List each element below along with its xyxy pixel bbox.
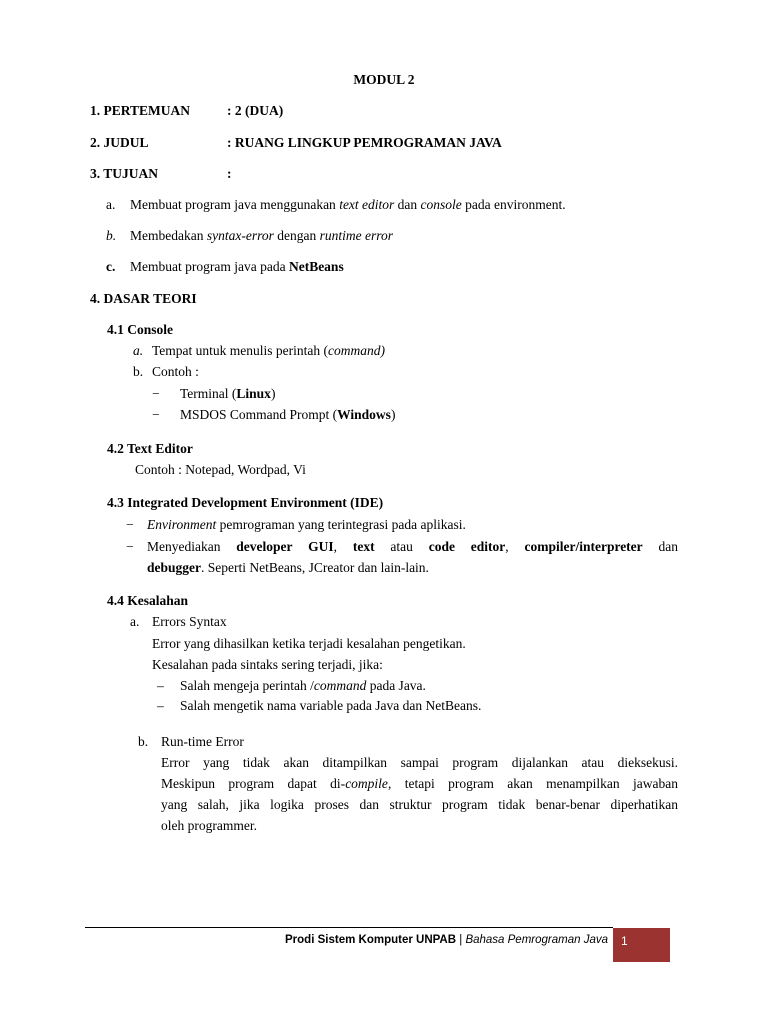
tujuan-value: : [227, 166, 232, 181]
kesalahan-b-line2: Meskipun program dapat di-compile, tetapi program akan menampilkan jawaban [161, 776, 678, 791]
kesalahan-a-item1: Salah mengeja perintah /command pada Java. [180, 678, 426, 693]
pertemuan-label: 1. PERTEMUAN [90, 103, 191, 118]
footer-course: Bahasa Pemrograman Java [465, 934, 608, 946]
tujuan-a-marker: a. [106, 197, 116, 212]
footer-text [285, 934, 608, 946]
footer-rule [85, 927, 613, 928]
kesalahan-b-line4: oleh programmer. [161, 818, 257, 833]
kesalahan-a-line1: Error yang dihasilkan ketika terjadi kesalahan pengetikan. [152, 636, 466, 651]
ide-dash-2: − [126, 539, 134, 554]
judul-value: : RUANG LINGKUP PEMROGRAMAN JAVA [227, 135, 502, 150]
kesalahan-a-title: Errors Syntax [152, 614, 227, 629]
kesalahan-b-line1: Error yang tidak akan ditampilkan sampai program dijalankan atau dieksekusi. [161, 755, 678, 770]
page-number: 1 [621, 934, 628, 948]
tujuan-c-text: Membuat program java pada NetBeans [130, 259, 344, 274]
page-number-box [613, 928, 670, 962]
ide-heading: 4.3 Integrated Development Environment (IDE) [107, 495, 384, 510]
console-item-linux: Terminal (Linux) [180, 386, 276, 401]
kesalahan-a-line2: Kesalahan pada sintaks sering terjadi, jika: [152, 657, 383, 672]
dasar-teori-heading: 4. DASAR TEORI [90, 291, 197, 306]
kesalahan-b-marker: b. [138, 734, 149, 749]
console-b-marker: b. [133, 364, 144, 379]
page-title: MODUL 2 [353, 72, 415, 87]
console-b-text: Contoh : [152, 364, 199, 379]
text-editor-heading: 4.2 Text Editor [107, 441, 193, 456]
ide-item-environment: Environment pemrograman yang terintegrasi pada aplikasi. [147, 517, 466, 532]
pertemuan-value: : 2 (DUA) [227, 103, 284, 118]
footer-separator: | [456, 934, 466, 946]
kesalahan-a-marker: a. [130, 614, 140, 629]
judul-label: 2. JUDUL [90, 135, 149, 150]
console-item-windows: MSDOS Command Prompt (Windows) [180, 407, 396, 422]
kesalahan-b-title: Run-time Error [161, 734, 244, 749]
kesalahan-b-line3: yang salah, jika logika proses dan struktur program tidak benar-benar diperhatikan [161, 797, 678, 812]
tujuan-b-text: Membedakan syntax-error dengan runtime error [130, 228, 393, 243]
footer-org: Prodi Sistem Komputer UNPAB [285, 934, 457, 946]
text-editor-text: Contoh : Notepad, Wordpad, Vi [135, 462, 306, 477]
kesalahan-a-item2: Salah mengetik nama variable pada Java dan NetBeans. [180, 698, 482, 713]
kesalahan-dash-2: – [157, 698, 164, 713]
tujuan-a-text: Membuat program java menggunakan text editor dan console pada environment. [130, 197, 566, 212]
tujuan-label: 3. TUJUAN [90, 166, 159, 181]
console-dash-1: − [152, 386, 160, 401]
console-a-text: Tempat untuk menulis perintah (command) [152, 343, 386, 358]
tujuan-c-marker: c. [106, 259, 116, 274]
console-heading: 4.1 Console [107, 322, 174, 337]
tujuan-b-marker: b. [106, 228, 117, 243]
ide-item-menyediakan: Menyediakan developer GUI, text atau code editor, compiler/interpreter dan [147, 539, 678, 554]
ide-dash-1: − [126, 517, 134, 532]
console-dash-2: − [152, 407, 160, 422]
kesalahan-heading: 4.4 Kesalahan [107, 593, 189, 608]
console-a-marker: a. [133, 343, 144, 358]
kesalahan-dash-1: – [157, 678, 164, 693]
ide-item-menyediakan-line2: debugger. Seperti NetBeans, JCreator dan lain-lain. [147, 560, 429, 575]
